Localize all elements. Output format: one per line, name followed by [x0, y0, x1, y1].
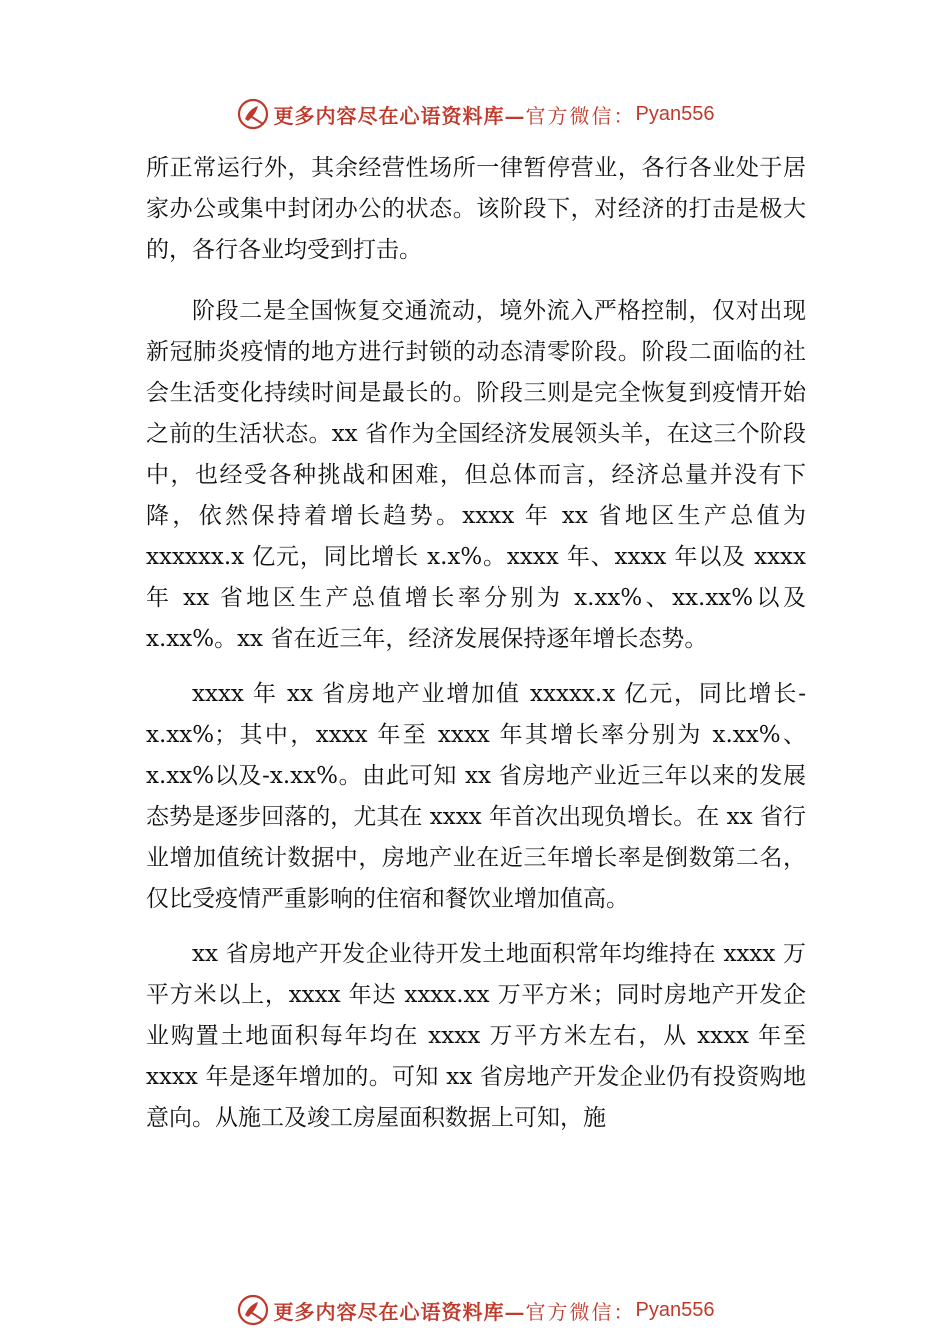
brand-logo-icon	[236, 97, 270, 131]
wechat-label: 官方微信：	[525, 1299, 636, 1324]
brand-logo-icon	[236, 1293, 270, 1327]
paragraph: xx 省房地产开发企业待开发土地面积常年均维持在 xxxx 万平方米以上，xxxx 年达 xxxx.xx 万平方米；同时房地产开发企业购置土地面积每年均在 xxxx 万平方米左右，从 xxxx 年至 xxxx 年是逐年增加的。可知 xx 省房地产开发企业仍有投资购地意向。从施工及竣工房屋面积数据上可知，施	[146, 941, 806, 1131]
wechat-label: 官方微信：	[525, 103, 636, 128]
paragraph: xxxx 年 xx 省房地产业增加值 xxxxx.x 亿元，同比增长-x.xx%；其中，xxxx 年至 xxxx 年其增长率分别为 x.xx%、x.xx%以及-x.xx%。由此可知 xx 省房地产业近三年以来的发展态势是逐步回落的，尤其在 xxxx 年首次出现负增长。在 xx 省行业增加值统计数据中，房地产业在近三年增长率是倒数第二名，仅比受疫情严重影响的住宿和餐饮业增加值高。	[146, 681, 806, 912]
header-banner	[0, 94, 950, 134]
wechat-id: Pyan556	[635, 102, 715, 125]
document-body	[146, 148, 806, 1153]
brand-text: 更多内容尽在心语资料库—	[273, 1299, 526, 1324]
brand-text: 更多内容尽在心语资料库—	[273, 103, 526, 128]
wechat-id: Pyan556	[635, 1298, 715, 1321]
paragraph: 阶段二是全国恢复交通流动，境外流入严格控制，仅对出现新冠肺炎疫情的地方进行封锁的动态清零阶段。阶段二面临的社会生活变化持续时间是最长的。阶段三则是完全恢复到疫情开始之前的生活状态。xx 省作为全国经济发展领头羊，在这三个阶段中，也经受各种挑战和困难，但总体而言，经济总量并没有下降，依然保持着增长趋势。xxxx 年 xx 省地区生产总值为 xxxxxx.x 亿元，同比增长 x.x%。xxxx 年、xxxx 年以及 xxxx 年 xx 省地区生产总值增长率分别为 x.xx%、xx.xx%以及 x.xx%。xx 省在近三年，经济发展保持逐年增长态势。	[146, 298, 806, 652]
footer-banner	[0, 1290, 950, 1330]
paragraph: 所正常运行外，其余经营性场所一律暂停营业，各行各业处于居家办公或集中封闭办公的状态。该阶段下，对经济的打击是极大的，各行各业均受到打击。	[146, 155, 806, 263]
